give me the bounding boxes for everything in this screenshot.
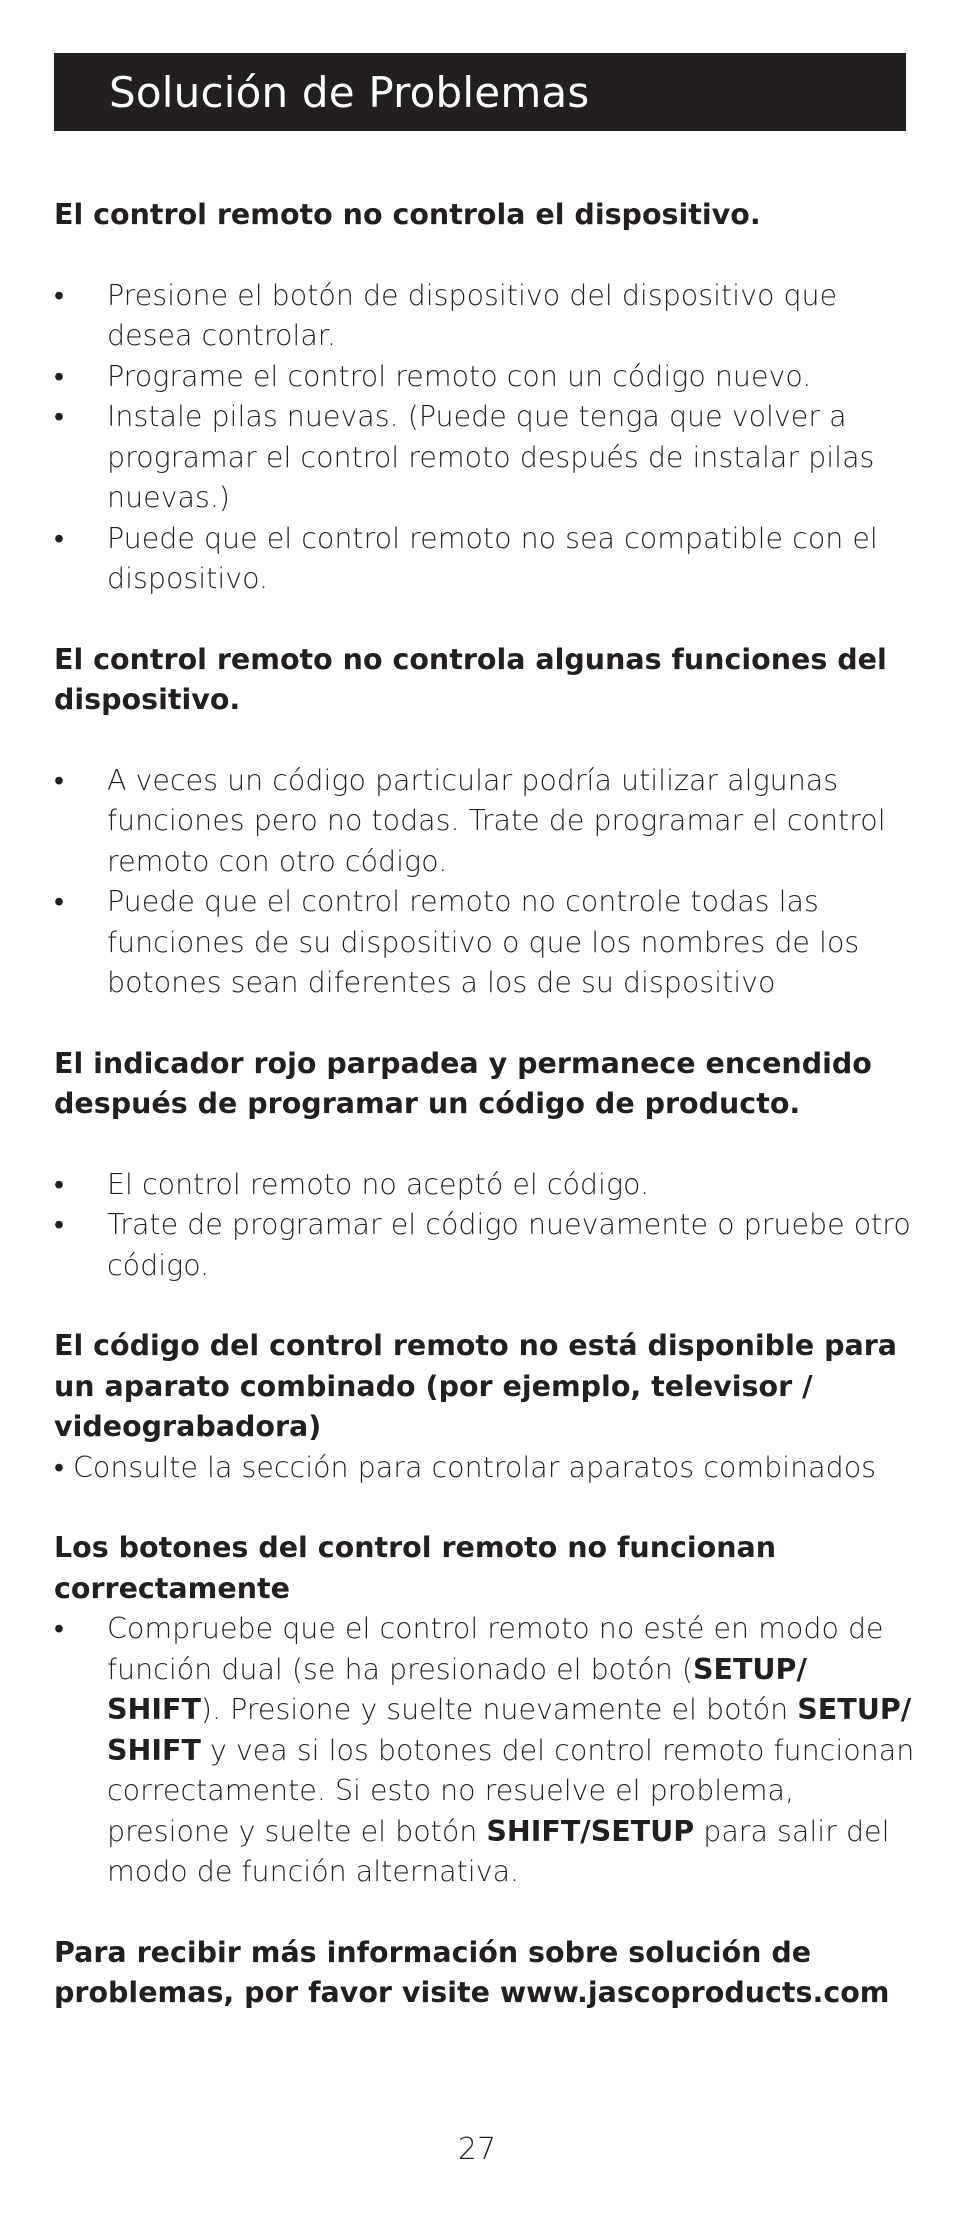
section-some-functions bbox=[54, 640, 916, 1004]
bullet-icon: • bbox=[54, 521, 64, 555]
setup-shift-key-label: SETUP/ SHIFT bbox=[107, 1652, 807, 1726]
shift-setup-key-label: SHIFT/SETUP bbox=[486, 1814, 695, 1848]
section-heading: El indicador rojo parpadea y permanece encendido después de programar un código de producto. bbox=[54, 1046, 872, 1120]
list-item-text: para salir del modo de función alternativa. bbox=[107, 1814, 890, 1888]
troubleshooting-content bbox=[54, 195, 916, 2042]
list-item bbox=[54, 761, 916, 883]
bullet-list bbox=[54, 1165, 916, 1287]
bullet-icon: • bbox=[54, 400, 64, 433]
list-item-text: Puede que el control remoto no controle todas las funciones de su dispositivo o que los nombres de los botones sean diferentes a los de su dispositivo bbox=[107, 885, 860, 999]
list-item-text: Compruebe que el control remoto no esté en modo de función dual (se ha presionado el botón ( bbox=[107, 1612, 884, 1686]
list-item-text: y vea si los botones del control remoto funcionan correctamente. Si esto no resuelve el problema, presione y suelte el botón bbox=[107, 1733, 915, 1848]
section-buttons-not-working bbox=[54, 1528, 916, 1893]
section-heading: Los botones del control remoto no funcionan correctamente bbox=[54, 1531, 777, 1605]
more-info-note: Para recibir más información sobre solución de problemas, por favor visite www.jascoproducts.com bbox=[54, 1935, 890, 2009]
list-item-text: El control remoto no aceptó el código. bbox=[107, 1167, 650, 1201]
section-device-not-controlled bbox=[54, 195, 916, 600]
list-item bbox=[54, 1165, 916, 1206]
list-item-text: Trate de programar el código nuevamente o pruebe otro código. bbox=[107, 1208, 911, 1282]
list-item-text: Programe el control remoto con un código nuevo. bbox=[107, 359, 812, 393]
list-item-text: A veces un código particular podría utilizar algunas funciones pero no todas. Trate de programar el control remoto con otro código. bbox=[107, 763, 886, 878]
list-item bbox=[54, 1205, 916, 1286]
bullet-list bbox=[54, 1609, 916, 1893]
list-item bbox=[54, 519, 916, 600]
bullet-icon: • bbox=[54, 359, 64, 393]
list-item bbox=[54, 882, 916, 1004]
list-item bbox=[54, 276, 916, 357]
list-item-text: • Consulte la sección para controlar aparatos combinados bbox=[54, 1450, 877, 1484]
list-item-text: Instale pilas nuevas. (Puede que tenga que volver a programar el control remoto después de instalar pilas nuevas.) bbox=[107, 400, 875, 514]
section-combo-device bbox=[54, 1326, 916, 1488]
page-number: 27 bbox=[457, 2132, 497, 2167]
bullet-icon: • bbox=[54, 1167, 64, 1201]
bullet-list bbox=[54, 761, 916, 1004]
bullet-icon: • bbox=[54, 1208, 64, 1241]
list-item-text: Puede que el control remoto no sea compatible con el dispositivo. bbox=[107, 521, 878, 595]
list-item bbox=[54, 357, 916, 398]
list-item-text: Presione el botón de dispositivo del dispositivo que desea controlar. bbox=[107, 278, 838, 352]
list-item bbox=[54, 1609, 916, 1893]
page-title bbox=[54, 53, 906, 131]
list-item bbox=[54, 397, 916, 519]
section-heading: El control remoto no controla algunas funciones del dispositivo. bbox=[54, 642, 887, 716]
page-title-text: Solución de Problemas bbox=[109, 67, 590, 117]
bullet-icon: • bbox=[54, 763, 64, 797]
section-red-indicator bbox=[54, 1044, 916, 1287]
bullet-icon: • bbox=[54, 1612, 64, 1645]
bullet-icon: • bbox=[54, 885, 64, 918]
section-heading: El control remoto no controla el dispositivo. bbox=[54, 198, 761, 231]
setup-shift-key-label: SETUP/ SHIFT bbox=[107, 1693, 912, 1767]
section-heading: El código del control remoto no está disponible para un aparato combinado (por ejemplo, televisor / videograbadora) bbox=[54, 1329, 898, 1443]
list-item-text: ). Presione y suelte nuevamente el botón bbox=[200, 1693, 798, 1726]
bullet-list bbox=[54, 276, 916, 600]
bullet-icon: • bbox=[54, 278, 64, 312]
